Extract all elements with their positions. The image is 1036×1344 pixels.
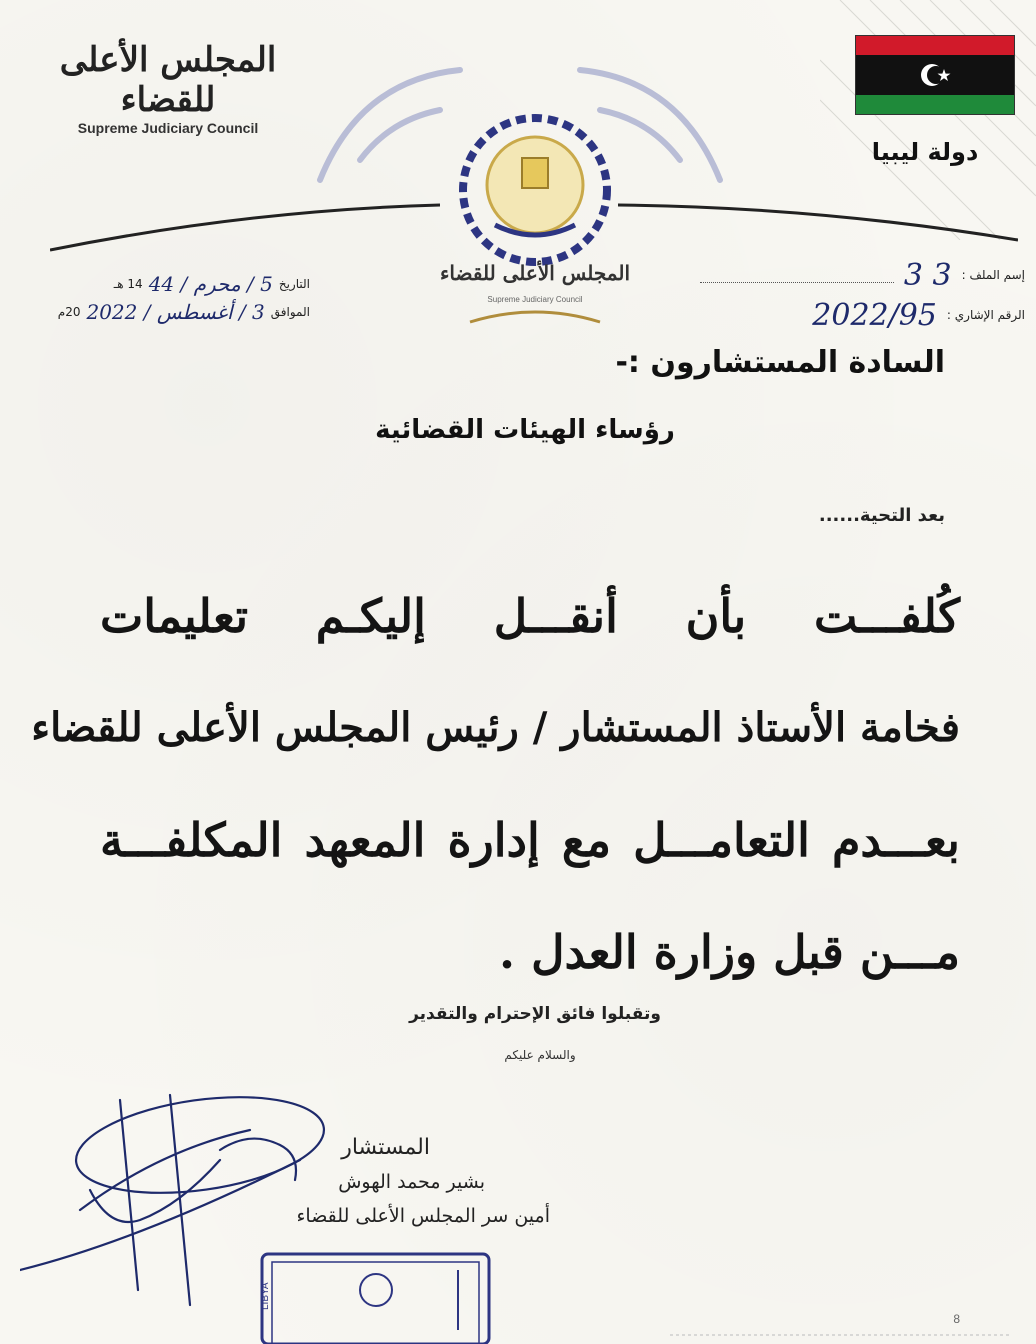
emblem-caption-en: Supreme Judiciary Council — [487, 295, 583, 304]
file-name-value: 3 3 — [903, 257, 952, 293]
svg-text:8: 8 — [953, 1312, 960, 1326]
header-divider-left — [50, 200, 440, 260]
reference-number-row — [700, 295, 1025, 335]
hijri-date-label: التاريخ — [278, 277, 310, 291]
stamp-text: LIBYA — [260, 1282, 271, 1310]
flag-green-stripe — [856, 95, 1014, 114]
signatory-block — [250, 1135, 550, 1239]
addressee-line-1: السادة المستشارون :- — [615, 345, 945, 380]
flag-red-stripe — [856, 36, 1014, 55]
signatory-role: أمين سر المجلس الأعلى للقضاء — [296, 1205, 550, 1227]
gregorian-date-label: الموافق — [270, 305, 310, 319]
signatory-title: المستشار — [341, 1135, 430, 1160]
addressee-line-2: رؤساء الهيئات القضائية — [375, 415, 675, 445]
body-line-4: مـــن قبل وزارة العدل . — [499, 925, 960, 979]
hijri-date-suffix: 14 هـ — [113, 277, 143, 291]
greeting: بعد التحية...... — [818, 505, 945, 526]
council-logo-english: Supreme Judiciary Council — [77, 120, 259, 136]
hijri-date-row — [40, 270, 310, 298]
official-stamp — [258, 1250, 493, 1344]
gregorian-date-suffix: 20م — [57, 305, 81, 319]
body-line-3: بعـــدم التعامـــل مع إدارة المعهد المكلفـــة — [100, 813, 960, 867]
letter-body — [31, 560, 960, 1008]
libya-flag — [855, 35, 1015, 115]
gregorian-date-row — [40, 298, 310, 326]
file-name-row — [700, 255, 1025, 295]
file-name-dots — [700, 268, 894, 283]
file-name-label: إسم الملف : — [961, 268, 1025, 282]
emblem-caption-ar: المجلس الأعلى للقضاء — [439, 261, 631, 285]
closing-salutation: والسلام عليكم — [504, 1048, 576, 1062]
reference-number-label: الرقم الإشاري : — [946, 308, 1025, 322]
signatory-name: بشير محمد الهوش — [338, 1171, 485, 1193]
header-divider-right — [618, 195, 1018, 245]
crescent-star-icon — [856, 55, 1014, 95]
country-name: دولة ليبيا — [871, 138, 979, 166]
reference-number-value: 2022/95 — [812, 297, 937, 333]
hijri-date-value: 5 / محرم / 44 — [148, 272, 273, 296]
council-emblem-icon — [300, 40, 740, 340]
closing-regards: وتقبلوا فائق الإحترام والتقدير — [409, 1004, 661, 1024]
flag-black-stripe — [856, 55, 1014, 95]
footer-mark — [650, 1305, 1030, 1344]
file-info-block — [700, 255, 1025, 335]
council-logo-arabic: المجلس الأعلى للقضاء — [59, 40, 277, 120]
body-line-1: كُلفـــت بأن أنقـــل إليكـم تعليمات — [100, 589, 960, 643]
gregorian-date-value: 3 / أغسطس / 2022 — [86, 300, 265, 324]
body-line-2: فخامة الأستاذ المستشار / رئيس المجلس الأعلى للقضاء — [31, 704, 960, 751]
date-block — [40, 270, 310, 326]
